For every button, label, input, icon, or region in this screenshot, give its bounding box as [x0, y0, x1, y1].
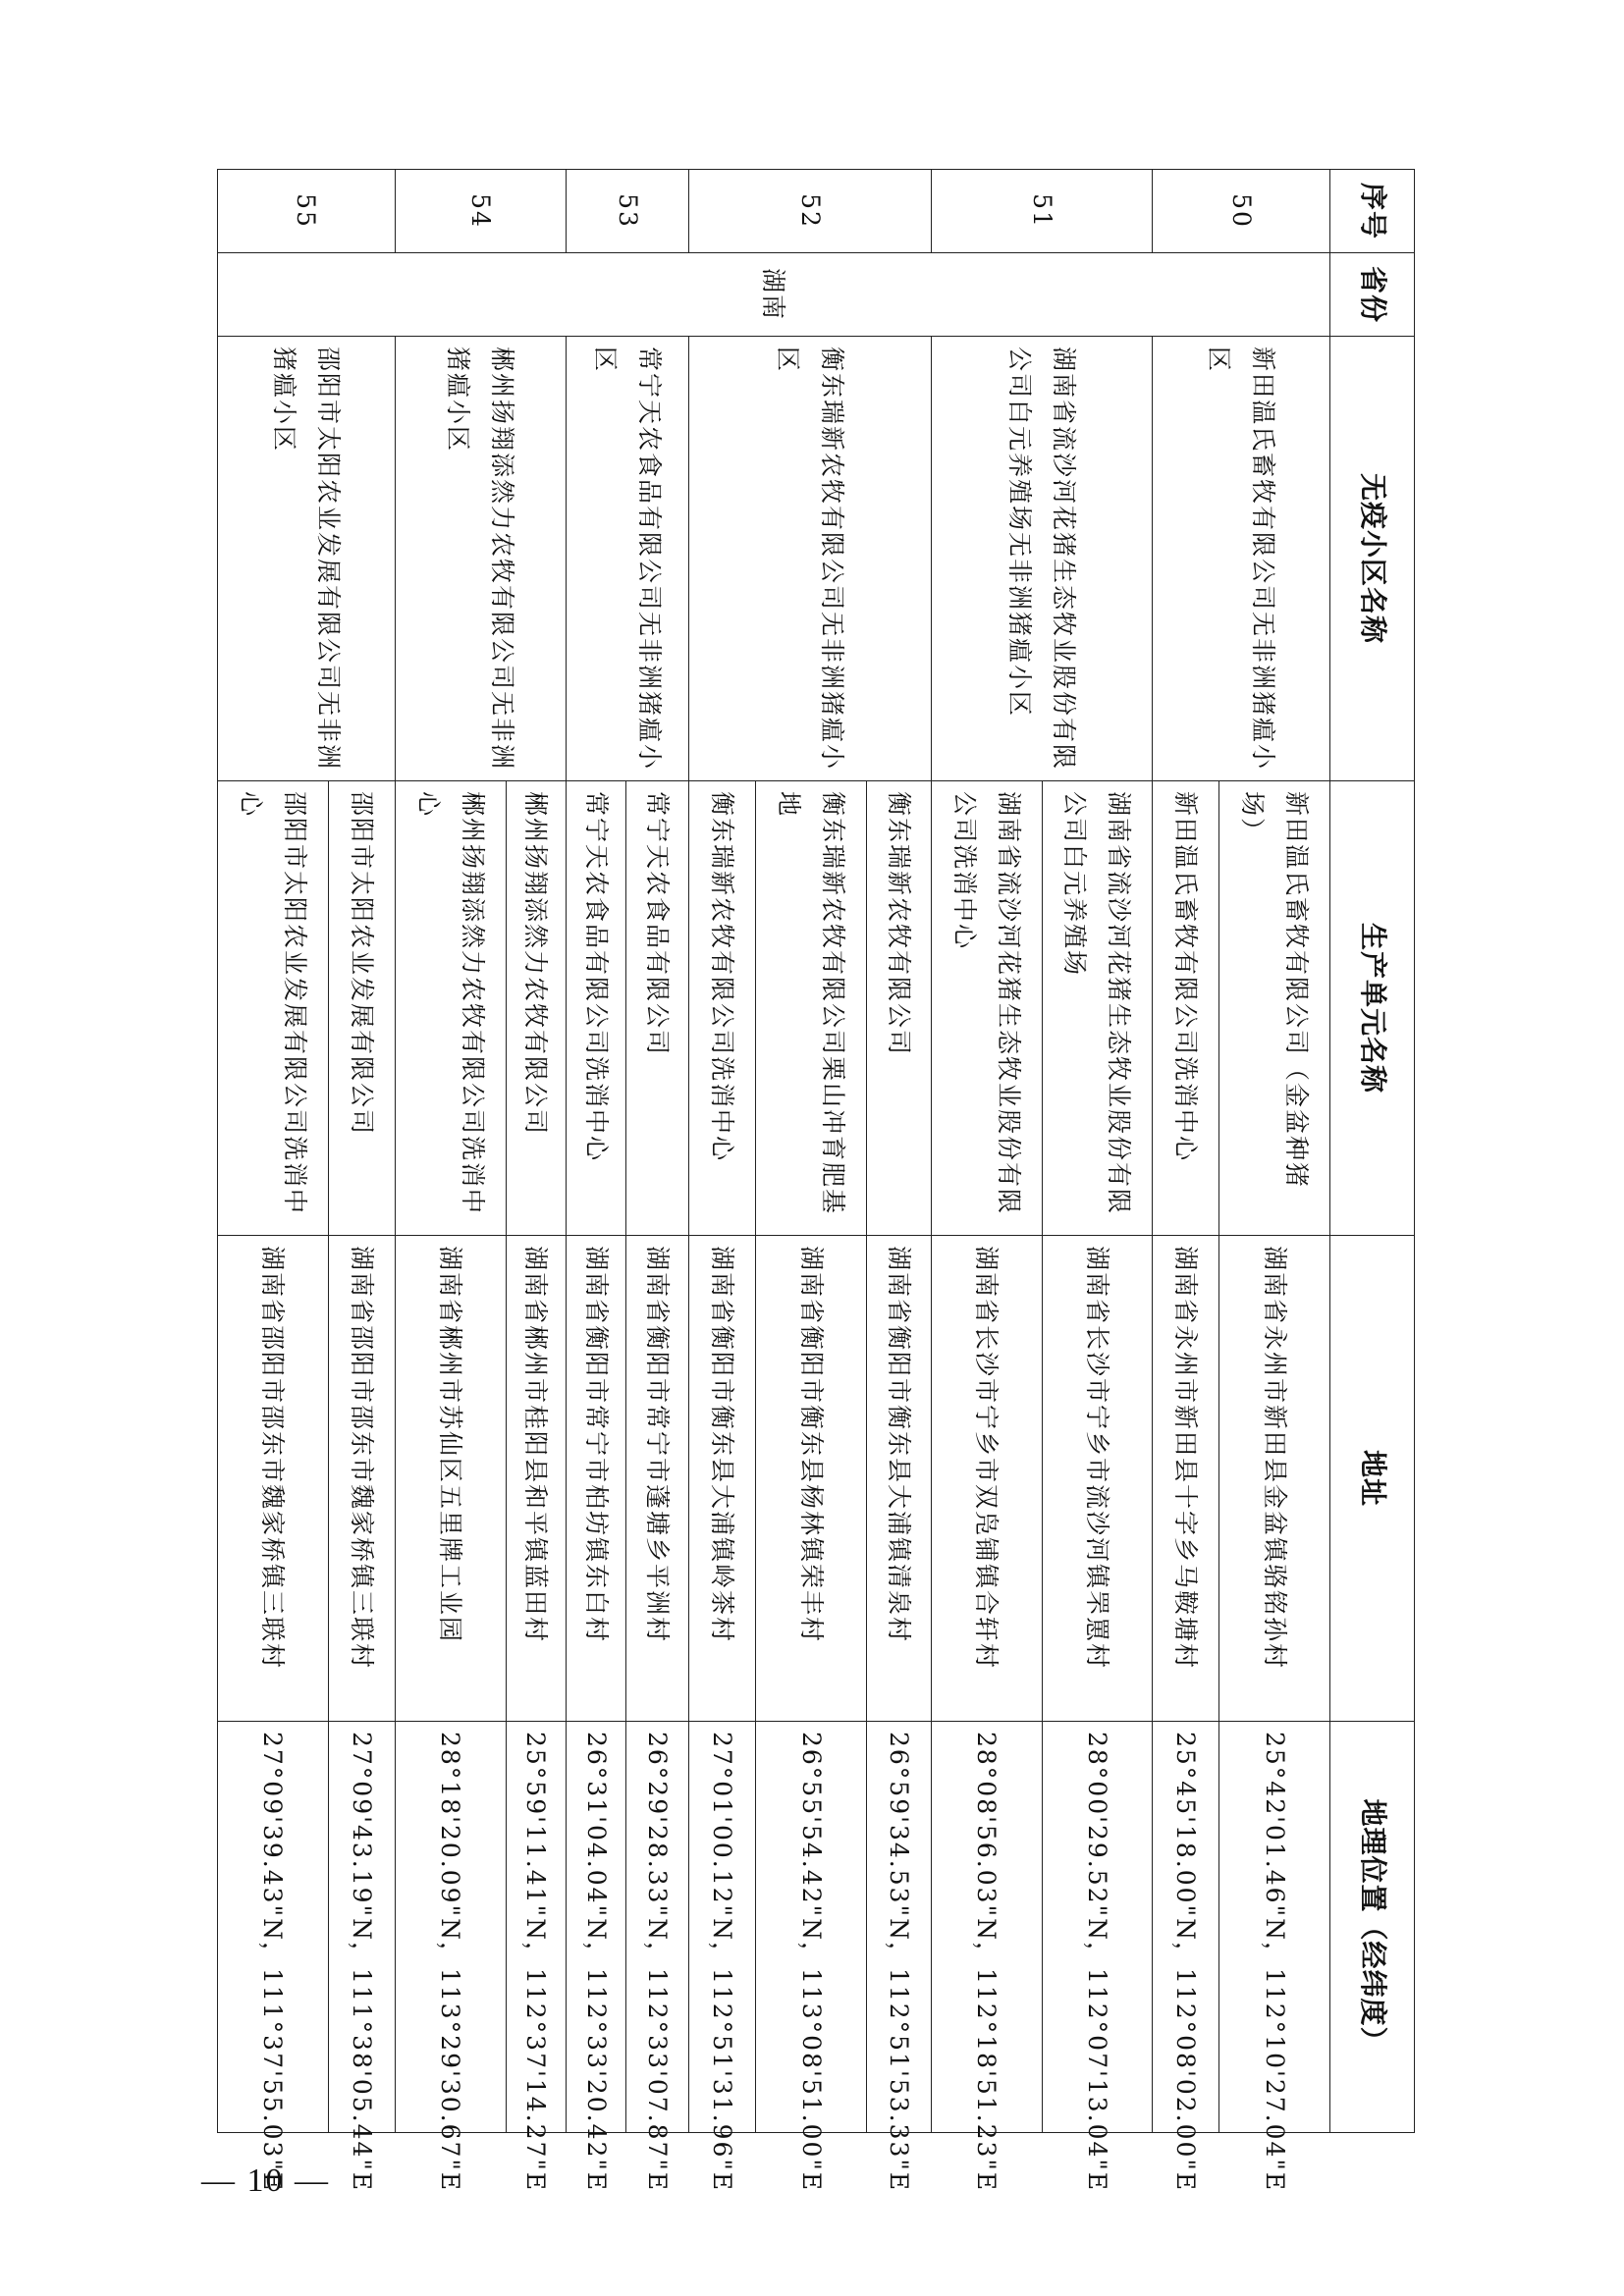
zone-name-cell: 衡东瑞新农牧有限公司无非洲猪瘟小区 [689, 337, 932, 781]
seq-cell: 54 [395, 170, 566, 253]
table-row [1042, 170, 1153, 2133]
unit-name-cell: 湖南省流沙河花猪生态牧业股份有限公司白元养殖场 [1042, 781, 1153, 1236]
geo-cell: 25°42'01.46"N，112°10'27.04"E [1219, 1722, 1330, 2133]
geo-cell: 26°31'04.04"N，112°33'20.42"E [566, 1722, 625, 2133]
header-geo: 地理位置（经纬度） [1330, 1722, 1415, 2133]
table-row [626, 170, 689, 2133]
address-cell: 湖南省永州市新田县十字乡马鞍塘村 [1153, 1236, 1219, 1722]
unit-name-cell: 新田温氏畜牧有限公司（金盆种猪场） [1219, 781, 1330, 1236]
address-cell: 湖南省衡阳市衡东县大浦镇清泉村 [866, 1236, 931, 1722]
geo-cell: 27°01'00.12"N，112°51'31.96"E [689, 1722, 756, 2133]
header-unit: 生产单元名称 [1330, 781, 1415, 1236]
unit-name-cell: 常宁天农食品有限公司洗消中心 [566, 781, 625, 1236]
geo-cell: 25°59'11.41"N，112°37'14.27"E [506, 1722, 566, 2133]
geo-cell: 26°59'34.53"N，112°51'53.33"E [866, 1722, 931, 2133]
rotated-table-container [217, 169, 1415, 2193]
unit-name-cell: 衡东瑞新农牧有限公司 [866, 781, 931, 1236]
zone-name-cell: 邵阳市太阳农业发展有限公司无非洲猪瘟小区 [218, 337, 396, 781]
geo-cell: 25°45'18.00"N，112°08'02.00"E [1153, 1722, 1219, 2133]
seq-cell: 52 [689, 170, 932, 253]
address-cell: 湖南省郴州市苏仙区五里牌工业园 [395, 1236, 506, 1722]
table-row [1219, 170, 1330, 2133]
address-cell: 湖南省永州市新田县金盆镇骆铭孙村 [1219, 1236, 1330, 1722]
unit-name-cell: 衡东瑞新农牧有限公司栗山冲育肥基地 [756, 781, 867, 1236]
address-cell: 湖南省长沙市宁乡市双凫铺镇合轩村 [931, 1236, 1042, 1722]
address-cell: 湖南省衡阳市衡东县杨林镇荣丰村 [756, 1236, 867, 1722]
address-cell: 湖南省长沙市宁乡市流沙河镇罘罳村 [1042, 1236, 1153, 1722]
geo-cell: 27°09'39.43"N，111°37'55.03"E [218, 1722, 329, 2133]
header-address: 地址 [1330, 1236, 1415, 1722]
geo-cell: 26°55'54.42"N，113°08'51.00"E [756, 1722, 867, 2133]
unit-name-cell: 衡东瑞新农牧有限公司洗消中心 [689, 781, 756, 1236]
seq-cell: 55 [218, 170, 396, 253]
geo-cell: 28°00'29.52"N，112°07'13.04"E [1042, 1722, 1153, 2133]
unit-name-cell: 湖南省流沙河花猪生态牧业股份有限公司洗消中心 [931, 781, 1042, 1236]
seq-cell: 51 [931, 170, 1152, 253]
unit-name-cell: 新田温氏畜牧有限公司洗消中心 [1153, 781, 1219, 1236]
unit-name-cell: 常宁天农食品有限公司 [626, 781, 689, 1236]
table-header-row [1330, 170, 1415, 2133]
header-province: 省份 [1330, 253, 1415, 337]
geo-cell: 28°08'56.03"N，112°18'51.23"E [931, 1722, 1042, 2133]
zone-name-cell: 湖南省流沙河花猪生态牧业股份有限公司白元养殖场无非洲猪瘟小区 [931, 337, 1152, 781]
table-row [506, 170, 566, 2133]
geo-cell: 28°18'20.09"N，113°29'30.67"E [395, 1722, 506, 2133]
address-cell: 湖南省衡阳市衡东县大浦镇岭茶村 [689, 1236, 756, 1722]
geo-cell: 27°09'43.19"N，111°38'05.44"E [328, 1722, 395, 2133]
province-cell: 湖南 [218, 253, 1330, 337]
address-cell: 湖南省郴州市桂阳县和平镇蓝田村 [506, 1236, 566, 1722]
header-zone: 无疫小区名称 [1330, 337, 1415, 781]
table-row [328, 170, 395, 2133]
address-cell: 湖南省衡阳市常宁市蓬塘乡平洲村 [626, 1236, 689, 1722]
page-number: — 10 — [201, 2163, 330, 2199]
table-row [866, 170, 931, 2133]
farm-zone-table [217, 169, 1415, 2193]
unit-name-cell: 邵阳市太阳农业发展有限公司 [328, 781, 395, 1236]
zone-name-cell: 常宁天农食品有限公司无非洲猪瘟小区 [566, 337, 688, 781]
header-seq: 序号 [1330, 170, 1415, 253]
geo-cell: 26°29'28.33"N，112°33'07.87"E [626, 1722, 689, 2133]
zone-name-cell: 郴州扬翔添然力农牧有限公司无非洲猪瘟小区 [395, 337, 566, 781]
unit-name-cell: 邵阳市太阳农业发展有限公司洗消中心 [218, 781, 329, 1236]
seq-cell: 50 [1153, 170, 1330, 253]
unit-name-cell: 郴州扬翔添然力农牧有限公司洗消中心 [395, 781, 506, 1236]
address-cell: 湖南省邵阳市邵东市魏家桥镇三联村 [218, 1236, 329, 1722]
seq-cell: 53 [566, 170, 688, 253]
address-cell: 湖南省邵阳市邵东市魏家桥镇三联村 [328, 1236, 395, 1722]
zone-name-cell: 新田温氏畜牧有限公司无非洲猪瘟小区 [1153, 337, 1330, 781]
unit-name-cell: 郴州扬翔添然力农牧有限公司 [506, 781, 566, 1236]
address-cell: 湖南省衡阳市常宁市柏坊镇东白村 [566, 1236, 625, 1722]
